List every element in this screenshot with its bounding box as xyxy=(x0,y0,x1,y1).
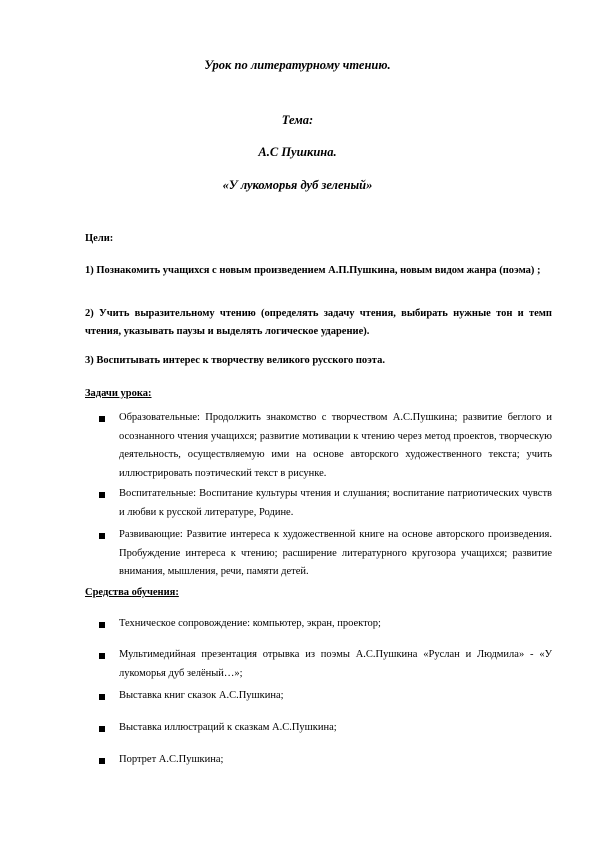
bullet-icon xyxy=(99,726,105,732)
bullet-icon xyxy=(99,758,105,764)
lesson-title: Урок по литературному чтению. xyxy=(204,58,391,72)
bullet-icon xyxy=(99,492,105,498)
author-line: А.С Пушкина. xyxy=(258,145,337,159)
means-item-book-exhibit: Выставка книг сказок А.С.Пушкина; xyxy=(119,690,284,701)
topic-label: Тема: xyxy=(281,113,314,127)
task-item-educational: Образовательные: Продолжить знакомство с творчеством А.С.Пушкина; развитие беглого и осознанного чтения учащихся; развитие мотивации к чтению через метод проектов, творческую деятельность, осуществляемую ими на основе авторского художественного текста; учить иллюстрировать поэтический текст в рисунке. xyxy=(119,412,552,479)
goal-item-3: 3) Воспитывать интерес к творчеству великого русского поэта. xyxy=(85,355,385,366)
tasks-heading: Задачи урока: xyxy=(85,388,152,399)
bullet-icon xyxy=(99,533,105,539)
means-item-technical: Техническое сопровождение: компьютер, экран, проектор; xyxy=(119,618,381,629)
means-item-portrait: Портрет А.С.Пушкина; xyxy=(119,754,224,765)
goal-item-2: 2) Учить выразительному чтению (определять задачу чтения, выбирать нужные тон и темп чтения, указывать паузы и выделять логическое ударение). xyxy=(85,308,552,337)
means-item-illustration-exhibit: Выставка иллюстраций к сказкам А.С.Пушкина; xyxy=(119,722,337,733)
means-heading: Средства обучения: xyxy=(85,587,179,598)
work-title: «У лукоморья дуб зеленый» xyxy=(222,178,373,192)
goals-heading: Цели: xyxy=(85,233,114,244)
bullet-icon xyxy=(99,416,105,422)
bullet-icon xyxy=(99,694,105,700)
task-item-upbringing: Воспитательные: Воспитание культуры чтения и слушания; воспитание патриотических чувств и любви к русской литературе, Родине. xyxy=(119,488,552,518)
task-item-developing: Развивающие: Развитие интереса к художественной книге на основе авторского произведения. Пробуждение интереса к чтению; расширение литературного кругозора учащихся; развитие внимания, мышления, речи, памяти детей. xyxy=(119,529,552,577)
goal-item-1: 1) Познакомить учащихся с новым произведением А.П.Пушкина, новым видом жанра (поэма) ; xyxy=(85,265,541,276)
bullet-icon xyxy=(99,653,105,659)
bullet-icon xyxy=(99,622,105,628)
means-item-presentation: Мультимедийная презентация отрывка из поэмы А.С.Пушкина «Руслан и Людмила» - «У лукоморья дуб зелёный…»; xyxy=(119,649,552,679)
